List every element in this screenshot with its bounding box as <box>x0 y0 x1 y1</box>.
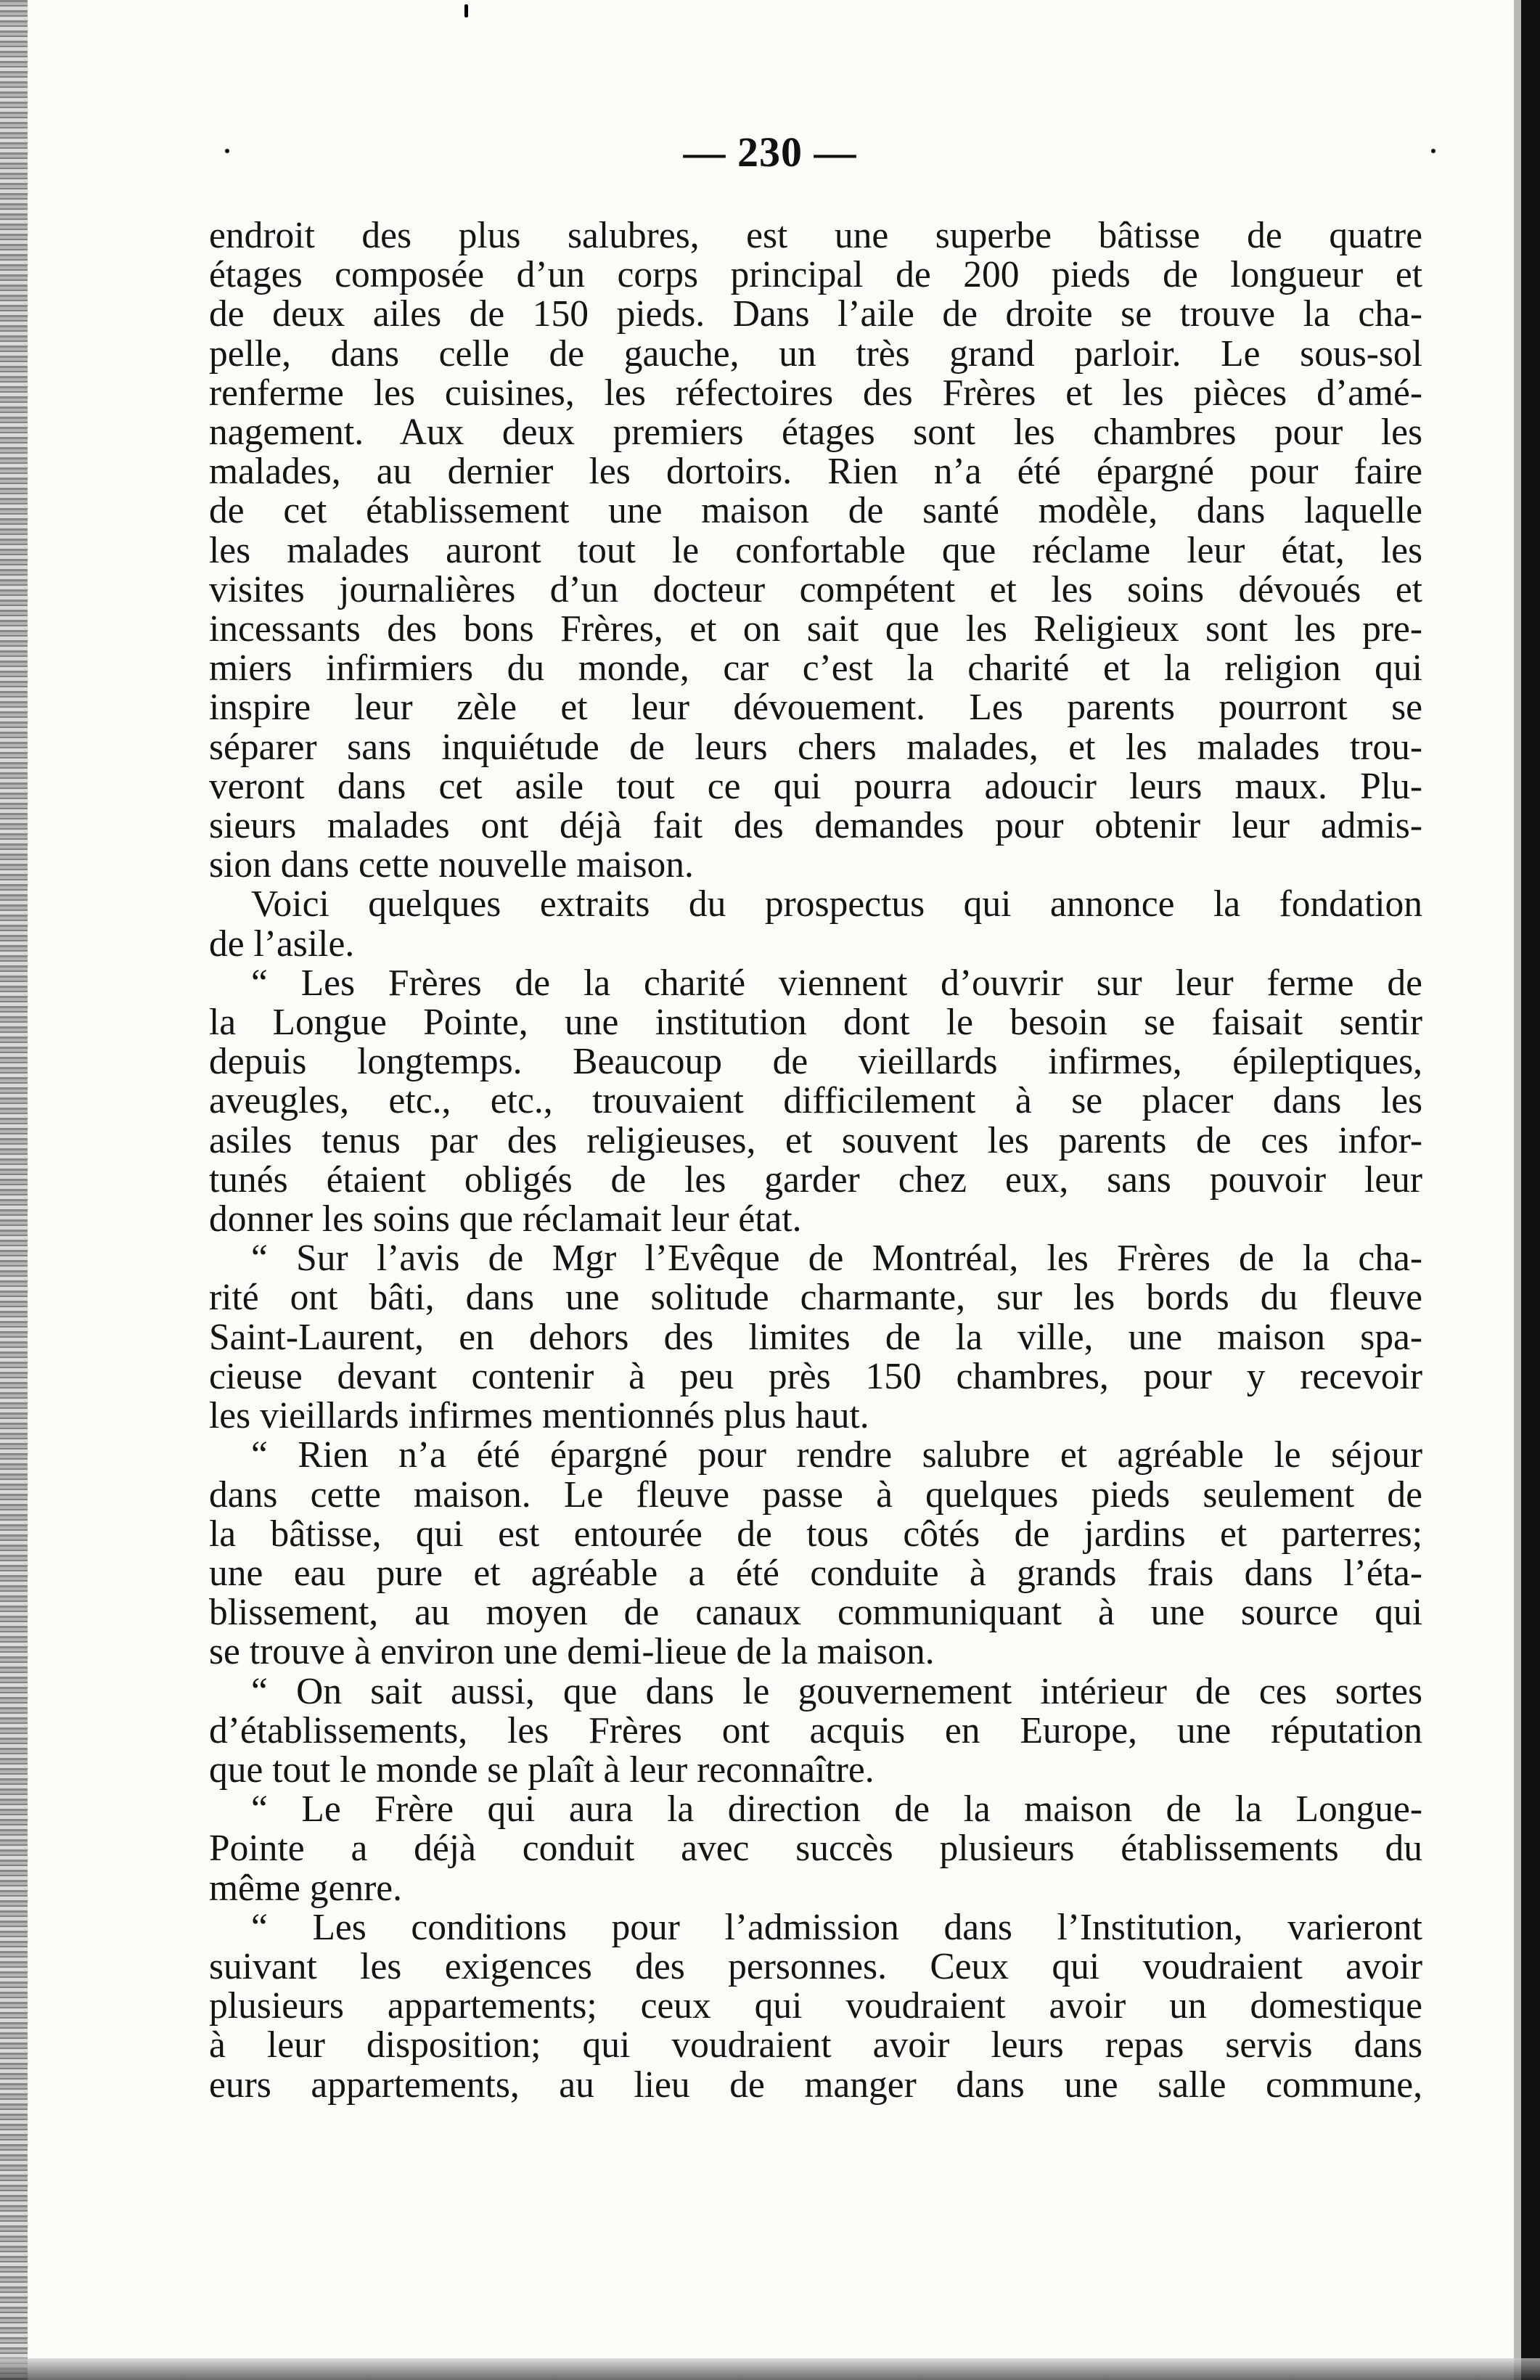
quoted-paragraph <box>209 1790 1422 1908</box>
text-line: les malades auront tout le confortable que réclame leur état, les <box>209 529 1422 571</box>
text-line: asiles tenus par des religieuses, et souvent les parents de ces infor- <box>209 1119 1422 1161</box>
text-line: de l’asile. <box>209 923 355 965</box>
text-line: veront dans cet asile tout ce qui pourra adoucir leurs maux. Plu- <box>209 765 1422 807</box>
text-line: la Longue Pointe, une institution dont le besoin se faisait sentir <box>209 1002 1422 1044</box>
text-line: miers infirmiers du monde, car c’est la charité et la religion qui <box>209 647 1422 690</box>
text-line: “ Rien n’a été épargné pour rendre salubre et agréable le séjour <box>251 1434 1422 1476</box>
page-right-shadow <box>1514 0 1521 2380</box>
text-line: que tout le monde se plaît à leur reconnaître. <box>209 1749 875 1791</box>
text-line: à leur disposition; qui voudraient avoir leurs repas servis dans <box>209 2024 1422 2066</box>
text-line: sieurs malades ont déjà fait des demandes pour obtenir leur admis- <box>209 805 1422 847</box>
text-line: rité ont bâti, dans une solitude charmante, sur les bords du fleuve <box>209 1277 1422 1319</box>
text-line: depuis longtemps. Beaucoup de vieillards infirmes, épileptiques, <box>209 1041 1422 1083</box>
page-right-edge <box>1521 0 1540 2380</box>
text-line: les vieillards infirmes mentionnés plus haut. <box>209 1395 869 1437</box>
text-line: “ Les conditions pour l’admission dans l’Institution, varieront <box>251 1906 1422 1948</box>
body-text <box>209 216 1422 2105</box>
text-line: nagement. Aux deux premiers étages sont les chambres pour les <box>209 412 1422 454</box>
page-bottom-edge <box>0 2358 1540 2380</box>
quoted-paragraph <box>209 964 1422 1239</box>
text-line: endroit des plus salubres, est une superbe bâtisse de quatre <box>209 215 1422 256</box>
quoted-paragraph <box>209 1239 1422 1436</box>
text-line: aveugles, etc., etc., trouvaient difficilement à se placer dans les <box>209 1080 1422 1122</box>
page-number: — 230 — <box>683 128 857 176</box>
text-line: “ Les Frères de la charité viennent d’ouvrir sur leur ferme de <box>251 962 1422 1004</box>
text-line: de deux ailes de 150 pieds. Dans l’aile de droite se trouve la cha- <box>209 293 1422 335</box>
text-line: Saint-Laurent, en dehors des limites de la ville, une maison spa- <box>209 1316 1422 1358</box>
text-line: visites journalières d’un docteur compétent et les soins dévoués et <box>209 568 1422 610</box>
quoted-paragraph <box>209 1672 1422 1791</box>
text-line: Voici quelques extraits du prospectus qui annonce la fondation <box>251 883 1422 925</box>
text-line: tunés étaient obligés de les garder chez eux, sans pouvoir leur <box>209 1158 1422 1201</box>
ink-speck <box>464 4 468 17</box>
paragraph <box>209 885 1422 963</box>
quoted-paragraph <box>209 1908 1422 2105</box>
text-line: renferme les cuisines, les réfectoires des Frères et les pièces d’amé- <box>209 372 1422 414</box>
text-line: inspire leur zèle et leur dévouement. Les parents pourront se <box>209 687 1422 729</box>
text-line: incessants des bons Frères, et on sait que les Religieux sont les pre- <box>209 608 1422 650</box>
text-line: sion dans cette nouvelle maison. <box>209 844 694 886</box>
text-line: “ On sait aussi, que dans le gouvernement intérieur de ces sortes <box>251 1670 1422 1712</box>
text-line: une eau pure et agréable a été conduite à grands frais dans l’éta- <box>209 1552 1422 1594</box>
text-line: blissement, au moyen de canaux communiquant à une source qui <box>209 1592 1422 1634</box>
text-line: la bâtisse, qui est entourée de tous côtés de jardins et parterres; <box>209 1513 1422 1555</box>
text-line: cieuse devant contenir à peu près 150 chambres, pour y recevoir <box>209 1355 1422 1397</box>
text-line: malades, au dernier les dortoirs. Rien n’a été épargné pour faire <box>209 451 1422 493</box>
paragraph <box>209 216 1422 885</box>
quoted-paragraph <box>209 1436 1422 1672</box>
text-line: dans cette maison. Le fleuve passe à quelques pieds seulement de <box>209 1473 1422 1516</box>
text-line: donner les soins que réclamait leur état. <box>209 1198 802 1240</box>
text-line: pelle, dans celle de gauche, un très grand parloir. Le sous-sol <box>209 332 1422 375</box>
text-line: se trouve à environ une demi-lieue de la maison. <box>209 1631 935 1673</box>
text-line: “ Le Frère qui aura la direction de la maison de la Longue- <box>251 1788 1422 1831</box>
text-line: suivant les exigences des personnes. Ceux qui voudraient avoir <box>209 1945 1422 1987</box>
text-line: “ Sur l’avis de Mgr l’Evêque de Montréal, les Frères de la cha- <box>251 1238 1422 1280</box>
page-left-edge <box>0 0 28 2380</box>
text-line: séparer sans inquiétude de leurs chers malades, et les malades trou- <box>209 726 1422 768</box>
text-line: eurs appartements, au lieu de manger dans une salle commune, <box>209 2064 1422 2106</box>
text-line: Pointe a déjà conduit avec succès plusieurs établissements du <box>209 1828 1422 1870</box>
text-line: plusieurs appartements; ceux qui voudraient avoir un domestique <box>209 1985 1422 2027</box>
text-line: étages composée d’un corps principal de 200 pieds de longueur et <box>209 254 1422 296</box>
text-line: même genre. <box>209 1867 402 1909</box>
text-line: d’établissements, les Frères ont acquis en Europe, une réputation <box>209 1709 1422 1751</box>
text-line: de cet établissement une maison de santé modèle, dans laquelle <box>209 490 1422 532</box>
